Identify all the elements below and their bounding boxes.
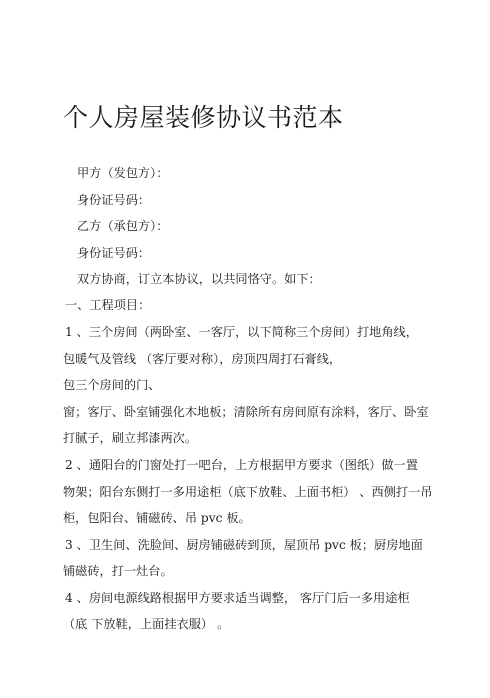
party-a-line: 甲方（发包方）： <box>77 166 169 180</box>
paragraph-line: 包暖气及管线 （客厅要对称），房顶四周打石膏线， <box>63 352 342 366</box>
paragraph-line: 柜，包阳台、铺磁砖、吊 pvc 板。 <box>63 511 251 525</box>
party-a-id-line: 身份证号码： <box>77 193 151 207</box>
paragraph-line: 窗；客厅、卧室铺强化木地板；清除所有房间原有涂料，客厅、卧室 <box>63 405 429 419</box>
paragraph-line: 铺磁砖，打一灶台。 <box>63 564 173 578</box>
paragraph-line: 物架；阳台东侧打一多用途柜（底下放鞋、上面书柜） 、西侧打一吊 <box>63 485 433 499</box>
paragraph-line: 3 、卫生间、洗脸间、厨房铺磁砖到顶，屋顶吊 pvc 板；厨房地面 <box>65 538 423 552</box>
agreement-intro-line: 双方协商，订立本协议，以共同恪守。如下： <box>77 272 321 286</box>
paragraph-line: 4 、房间电源线路根据甲方要求适当调整， 客厅门后一多用途柜 <box>65 591 410 605</box>
party-b-line: 乙方（承包方）： <box>77 219 169 233</box>
paragraph-line: 包三个房间的门、 <box>63 378 161 392</box>
paragraph-line: 打腻子，刷立邦漆两次。 <box>63 431 198 445</box>
section-heading: 一、工程项目： <box>65 298 151 312</box>
paragraph-line: 1 、三个房间（两卧室、一客厅，以下简称三个房间）打地角线， <box>65 325 418 339</box>
paragraph-line: （底 下放鞋，上面挂衣服） 。 <box>63 617 230 631</box>
paragraph-line: 2 、通阳台的门窗处打一吧台，上方根据甲方要求（图纸）做一置 <box>65 458 418 472</box>
party-b-id-line: 身份证号码： <box>77 246 151 260</box>
document-title: 个人房屋装修协议书范本 <box>63 103 344 132</box>
